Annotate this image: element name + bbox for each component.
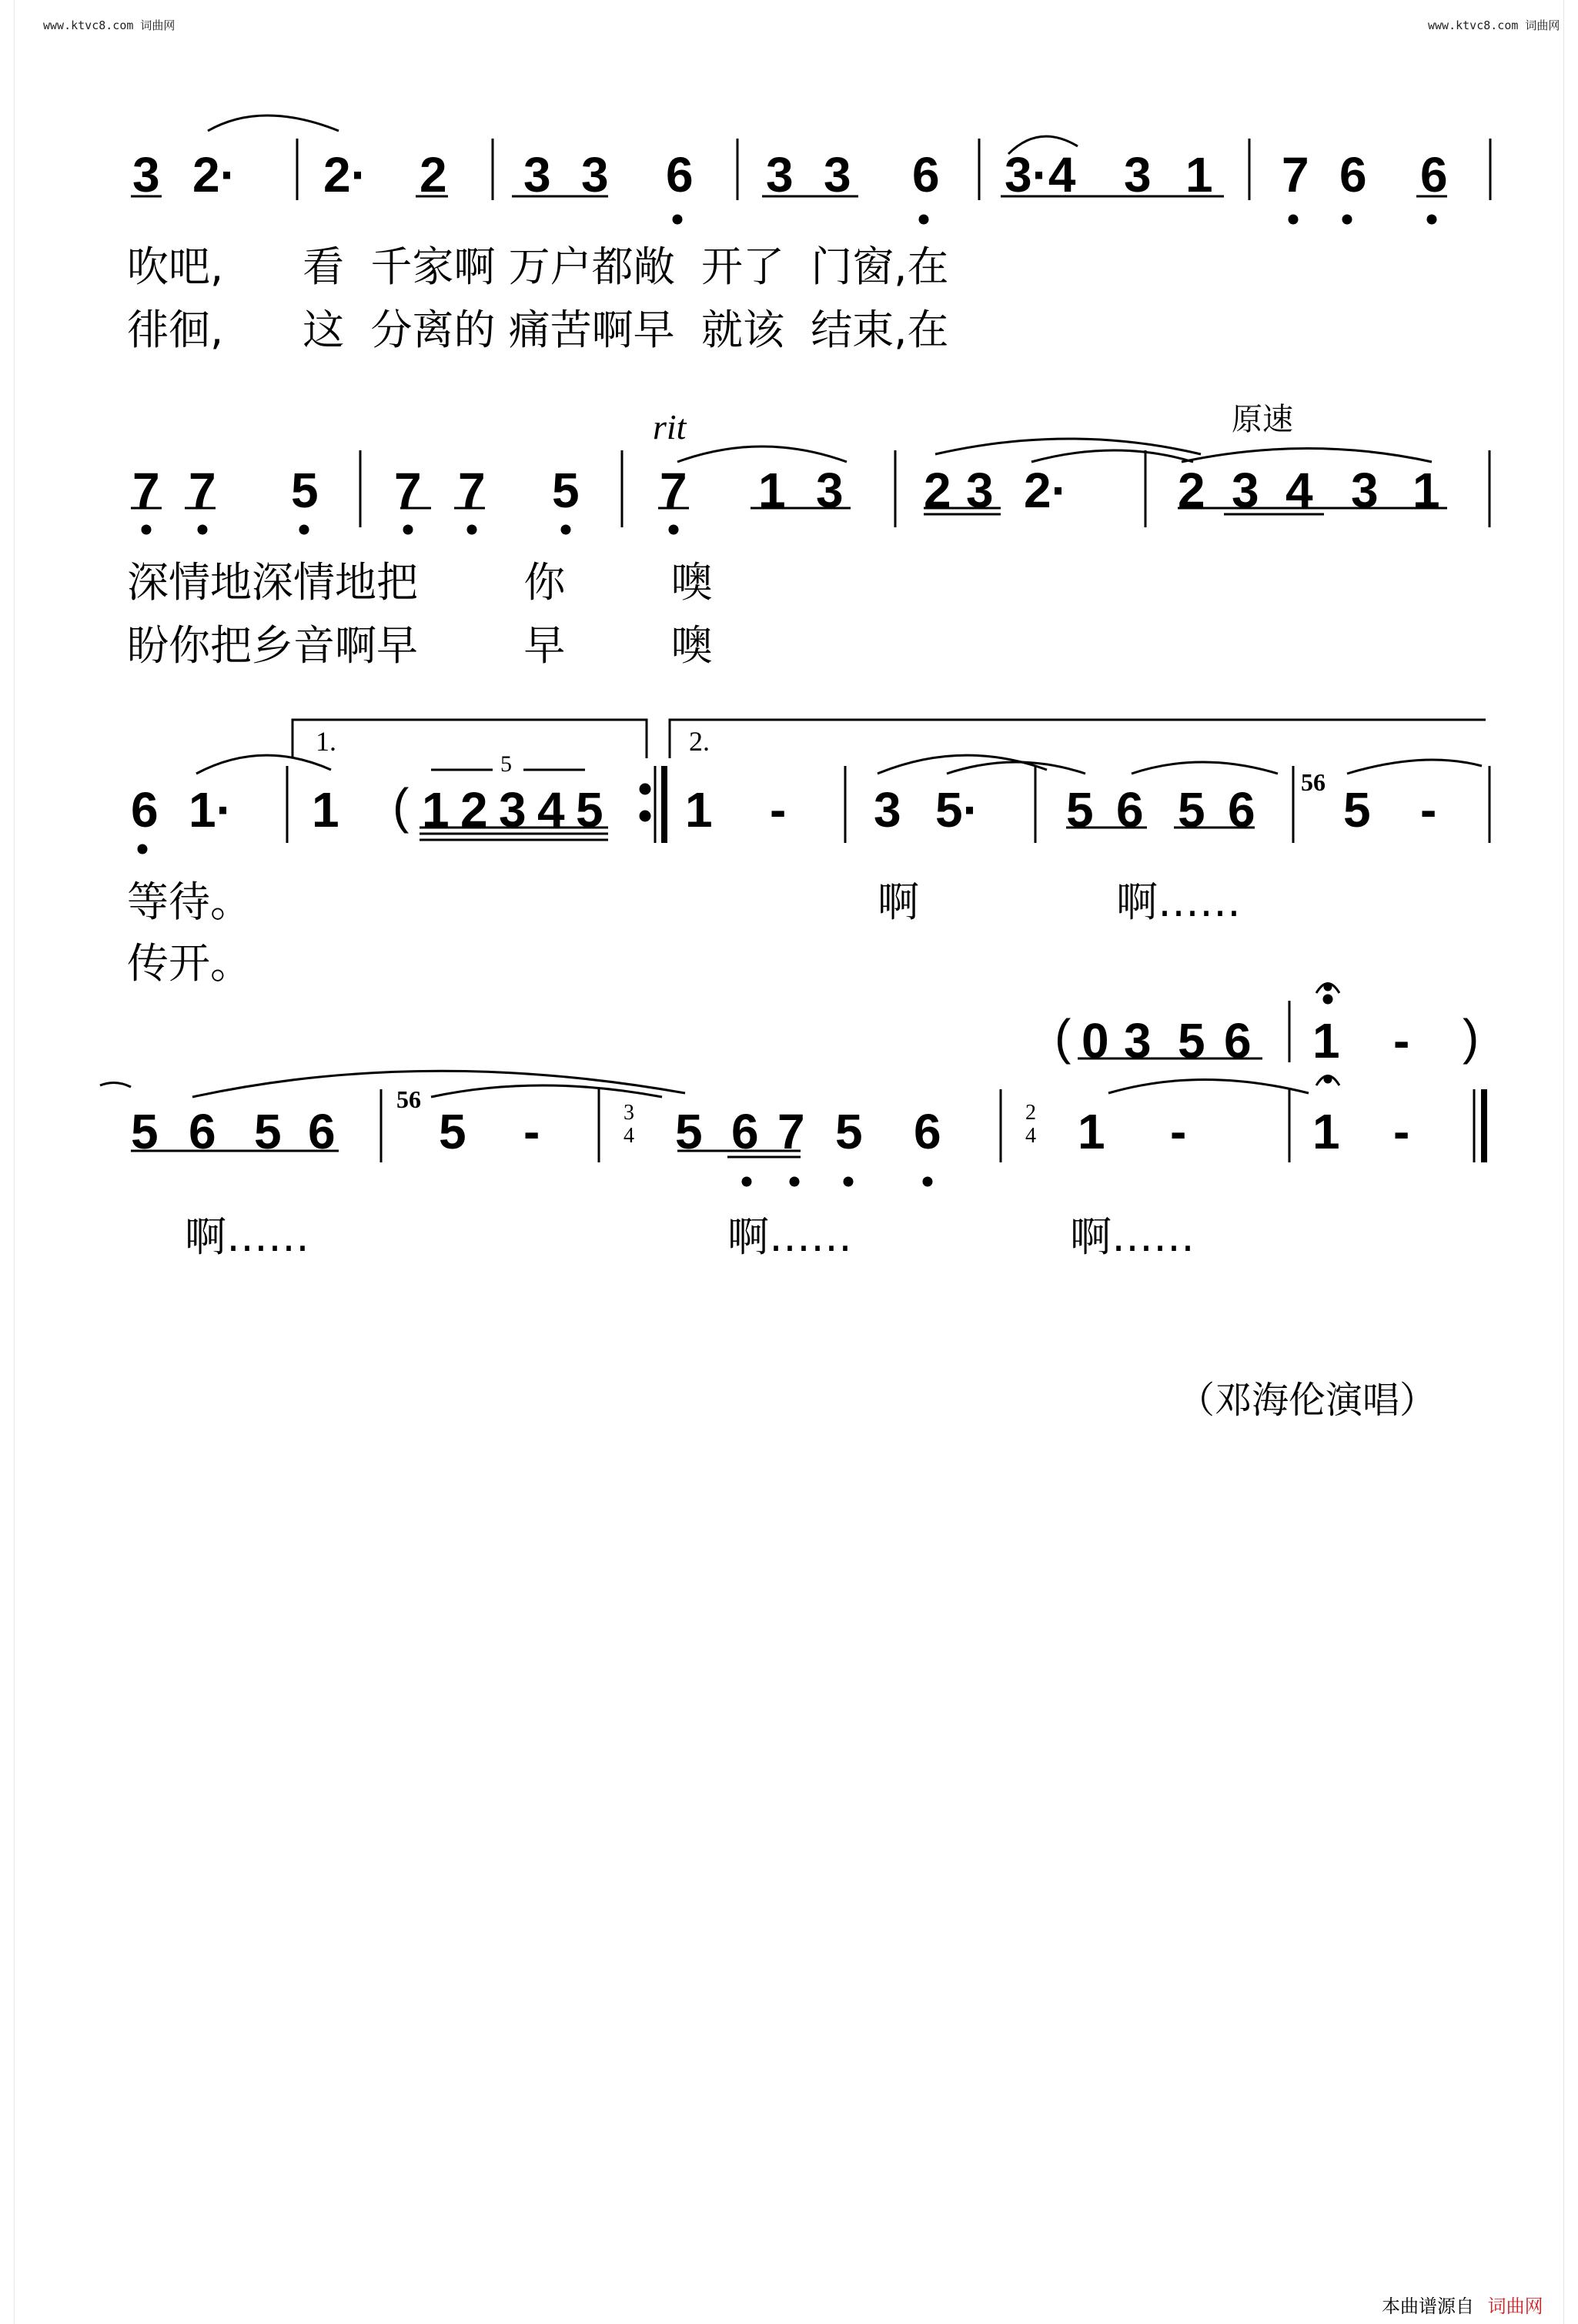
note: 3 — [523, 147, 551, 202]
lyrics-verse-1: 深情地深情地把 你 噢 — [127, 558, 713, 607]
lyric-ah: 啊 — [878, 878, 919, 926]
lyrics-verse-1: 等待。 — [127, 878, 252, 926]
note: 2 — [420, 147, 447, 202]
dash: - — [1170, 1104, 1187, 1159]
open-paren: ( — [393, 778, 410, 834]
note: 3 — [132, 147, 160, 202]
note: 1 — [422, 782, 450, 838]
note: 7 — [660, 463, 687, 518]
note: 0 — [1082, 1013, 1109, 1068]
note: 5 — [131, 1104, 159, 1159]
note: 6 — [731, 1104, 759, 1159]
note: 3 — [824, 147, 851, 202]
note: 1 — [312, 782, 339, 838]
volta-1: 1. — [316, 726, 336, 757]
note: 5 — [835, 1104, 863, 1159]
note: 3 — [1124, 1013, 1152, 1068]
note: 4 — [537, 782, 565, 838]
note: 5 — [1178, 1013, 1205, 1068]
grace-notes: 56 — [396, 1085, 421, 1113]
note: 5· — [935, 782, 979, 838]
header-site-left[interactable]: www.ktvc8.com 词曲网 — [43, 18, 176, 32]
note: 2 — [1178, 463, 1205, 518]
tempo-rit: rit — [653, 407, 687, 446]
note: 6 — [308, 1104, 336, 1159]
lyric-ah: 啊…… — [1116, 878, 1241, 926]
lyric-ah: 啊…… — [1070, 1212, 1195, 1261]
open-paren: ( — [1055, 1009, 1072, 1065]
time-sig-bottom: 4 — [1025, 1124, 1036, 1148]
dash: - — [770, 782, 787, 838]
note: 5 — [439, 1104, 466, 1159]
time-sig-bottom: 4 — [624, 1124, 634, 1148]
dash: - — [1393, 1104, 1410, 1159]
dash: - — [1420, 782, 1437, 838]
note: 5 — [291, 463, 319, 518]
note: 3 — [966, 463, 994, 518]
note: 6 — [914, 1104, 941, 1159]
note: 7 — [1282, 147, 1309, 202]
lyrics-verse-2: 盼你把乡音啊早 早 噢 — [127, 621, 713, 670]
header-site-right[interactable]: www.ktvc8.com 词曲网 — [1428, 18, 1560, 32]
footer-brand-link[interactable]: 词曲网 — [1487, 2296, 1543, 2317]
note: 3 — [1124, 147, 1152, 202]
note: 7 — [458, 463, 486, 518]
note: 6 — [131, 782, 159, 838]
note: 3 — [874, 782, 901, 838]
note: 7 — [777, 1104, 805, 1159]
note: 3 — [581, 147, 609, 202]
note: 1 — [1312, 1104, 1340, 1159]
note: 1 — [1078, 1104, 1105, 1159]
close-paren: ) — [1463, 1009, 1479, 1065]
lyric-ah: 啊…… — [727, 1212, 852, 1261]
note: 1 — [685, 782, 713, 838]
note: 5 — [254, 1104, 282, 1159]
volta-2: 2. — [689, 726, 710, 757]
footer-source — [1382, 2291, 1543, 2318]
note: 3 — [1351, 463, 1379, 518]
note: 2· — [323, 147, 367, 202]
note: 2· — [1024, 463, 1068, 518]
note: 7 — [394, 463, 422, 518]
note: 2 — [460, 782, 488, 838]
note: 3·4 — [1005, 147, 1076, 202]
dash: - — [1393, 1013, 1410, 1068]
note: 5 — [675, 1104, 703, 1159]
note: 5 — [1343, 782, 1371, 838]
note: 1 — [1413, 463, 1440, 518]
tuplet-number: 5 — [500, 751, 512, 777]
note: 2 — [924, 463, 951, 518]
note: 6 — [1339, 147, 1367, 202]
note: 6 — [1420, 147, 1448, 202]
note: 3 — [1232, 463, 1259, 518]
note: 7 — [132, 463, 160, 518]
footer-source-text: 本曲谱源自 — [1382, 2296, 1474, 2317]
note: 7 — [189, 463, 216, 518]
note: 3 — [766, 147, 794, 202]
note: 1 — [758, 463, 786, 518]
note: 1 — [1185, 147, 1213, 202]
note: 5 — [552, 463, 580, 518]
time-sig-top: 3 — [624, 1101, 634, 1125]
note: 6 — [912, 147, 940, 202]
dash: - — [523, 1104, 540, 1159]
note: 1· — [189, 782, 232, 838]
note: 2· — [192, 147, 236, 202]
note: 6 — [666, 147, 694, 202]
lyrics-verse-2: 传开。 — [127, 939, 252, 988]
note: 6 — [1228, 782, 1255, 838]
performer-credit: （邓海伦演唱） — [1178, 1379, 1437, 1422]
note: 6 — [1224, 1013, 1252, 1068]
note: 4 — [1285, 463, 1313, 518]
grace-notes: 56 — [1301, 768, 1326, 796]
note: 6 — [1116, 782, 1144, 838]
note: 3 — [816, 463, 844, 518]
tempo-original: 原速 — [1232, 402, 1293, 437]
note: 5 — [1066, 782, 1094, 838]
note: 1 — [1312, 1013, 1340, 1068]
note: 3 — [499, 782, 527, 838]
lyrics-verse-1: 吹吧, 看 千家啊 万户都敞 开了 门窗,在 — [127, 242, 949, 291]
note: 6 — [189, 1104, 216, 1159]
note: 5 — [576, 782, 603, 838]
lyrics-verse-2: 徘徊, 这 分离的 痛苦啊早 就该 结束,在 — [127, 306, 949, 354]
note: 5 — [1178, 782, 1205, 838]
time-sig-top: 2 — [1025, 1101, 1036, 1125]
lyric-ah: 啊…… — [185, 1212, 309, 1261]
